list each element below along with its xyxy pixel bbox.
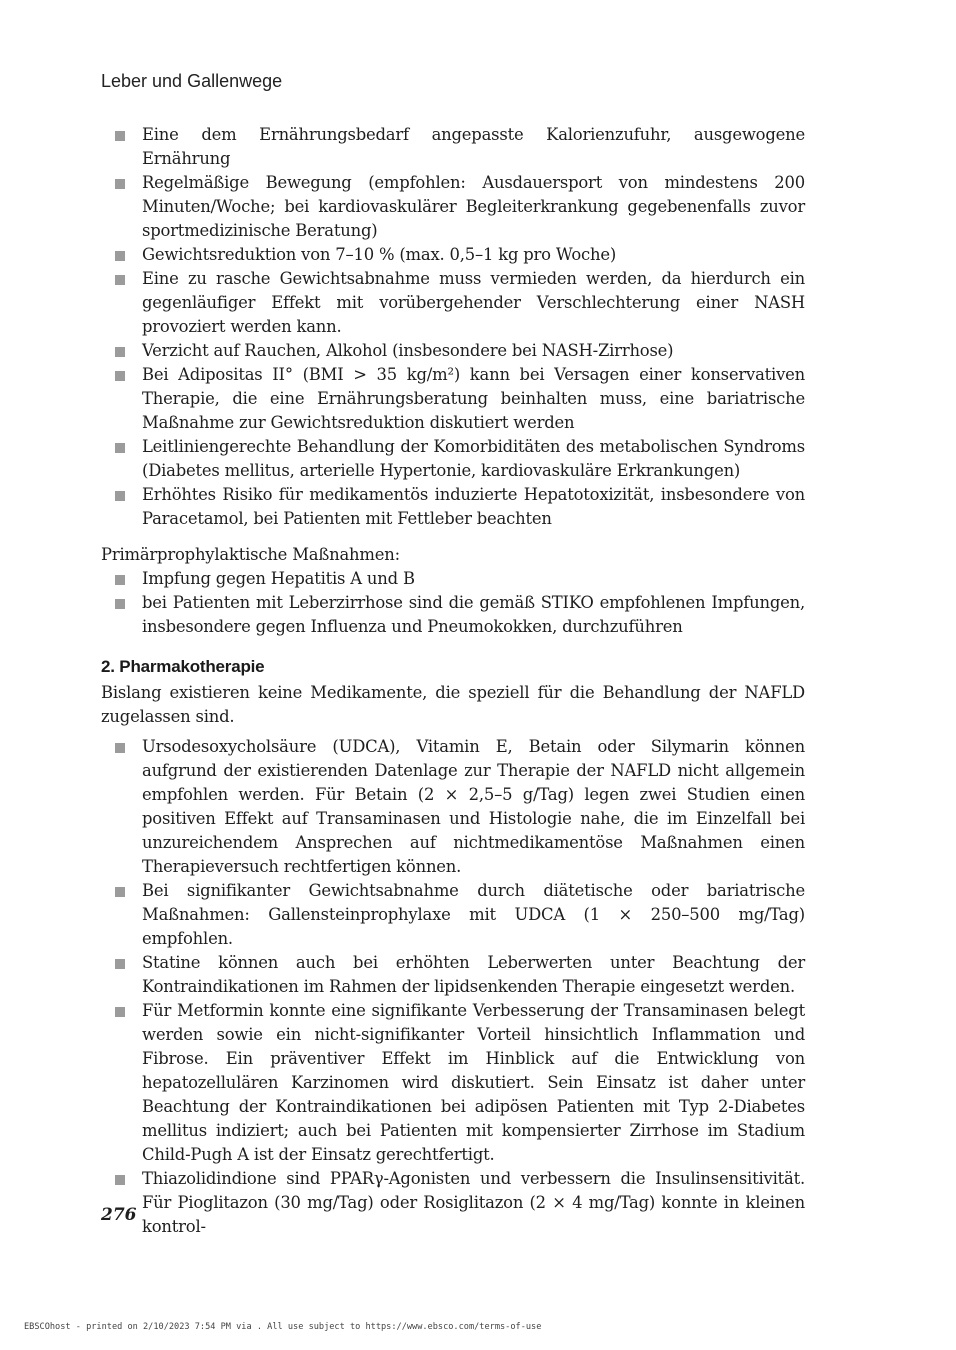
prophylaxis-list	[101, 567, 805, 639]
list-item: bei Patienten mit Leberzirrhose sind die gemäß STIKO empfohlenen Impfungen, insbesondere gegen Influenza und Pneumokokken, durchzuführen	[142, 591, 805, 639]
list-item: Thiazolidindione sind PPARγ-Agonisten und verbessern die Insulinsensitivität. Für Pioglitazon (30 mg/Tag) oder Rosiglitazon (2 × 4 mg/Tag) konnte in kleinen kontrol-	[142, 1167, 805, 1239]
square-bullet-icon	[115, 1175, 125, 1185]
square-bullet-icon	[115, 347, 125, 357]
square-bullet-icon	[115, 1007, 125, 1017]
section-intro: Bislang existieren keine Medikamente, die speziell für die Behandlung der NAFLD zugelassen sind.	[101, 683, 805, 726]
section-heading: 2. Pharmakotherapie	[101, 657, 265, 676]
list-item: Bei Adipositas II° (BMI > 35 kg/m²) kann bei Versagen einer konservativen Therapie, die eine Ernährungsberatung beinhalten muss, eine bariatrische Maßnahme zur Gewichtsreduktion diskutiert werden	[142, 363, 805, 435]
square-bullet-icon	[115, 371, 125, 381]
list-item: Erhöhtes Risiko für medikamentös induzierte Hepatotoxizität, insbesondere von Paracetamol, bei Patienten mit Fettleber beachten	[142, 483, 805, 531]
list-item: Regelmäßige Bewegung (empfohlen: Ausdauersport von mindestens 200 Minuten/Woche; bei kardiovaskulärer Begleiterkrankung gegebenenfalls zuvor sportmedizinische Beratung)	[142, 171, 805, 243]
list-item: Eine zu rasche Gewichtsabnahme muss vermieden werden, da hierdurch ein gegenläufiger Effekt mit vorübergehender Verschlechterung einer NASH provoziert werden kann.	[142, 267, 805, 339]
list-item: Ursodesoxycholsäure (UDCA), Vitamin E, Betain oder Silymarin können aufgrund der existierenden Datenlage zur Therapie der NAFLD nicht allgemein empfohlen werden. Für Betain (2 × 2,5–5 g/Tag) legen zwei Studien einen positiven Effekt auf Transaminasen und Histologie nahe, die im Einzelfall bei unzureichendem Ansprechen auf nichtmedikamentöse Maßnahmen einen Therapieversuch rechtfertigen können.	[142, 735, 805, 879]
list-item: Leitliniengerechte Behandlung der Komorbiditäten des metabolischen Syndroms (Diabetes mellitus, arterielle Hypertonie, kardiovaskuläre Erkrankungen)	[142, 435, 805, 483]
page-body	[101, 123, 805, 1239]
list-item: Eine dem Ernährungsbedarf angepasste Kalorienzufuhr, ausgewogene Ernährung	[142, 123, 805, 171]
lifestyle-measures-list	[101, 123, 805, 531]
square-bullet-icon	[115, 443, 125, 453]
list-item: Gewichtsreduktion von 7–10 % (max. 0,5–1 kg pro Woche)	[142, 243, 805, 267]
prophylaxis-intro: Primärprophylaktische Maßnahmen:	[101, 545, 400, 564]
square-bullet-icon	[115, 491, 125, 501]
list-item: Statine können auch bei erhöhten Leberwerten unter Beachtung der Kontraindikationen im Rahmen der lipidsenkenden Therapie eingesetzt werden.	[142, 951, 805, 999]
square-bullet-icon	[115, 179, 125, 189]
list-item: Impfung gegen Hepatitis A und B	[142, 567, 805, 591]
list-item: Für Metformin konnte eine signifikante Verbesserung der Transaminasen belegt werden sowie ein nicht-signifikanter Vorteil hinsichtlich Inflammation und Fibrose. Ein präventiver Effekt im Hinblick auf die Entwicklung von hepatozellulären Karzinomen wird diskutiert. Sein Einsatz ist daher unter Beachtung der Kontraindikationen bei adipösen Patienten mit Typ 2-Diabetes mellitus indiziert; auch bei Patienten mit kompensierter Zirrhose im Stadium Child-Pugh A ist der Einsatz gerechtfertigt.	[142, 999, 805, 1167]
list-item: Verzicht auf Rauchen, Alkohol (insbesondere bei NASH-Zirrhose)	[142, 339, 805, 363]
square-bullet-icon	[115, 275, 125, 285]
square-bullet-icon	[115, 131, 125, 141]
square-bullet-icon	[115, 575, 125, 585]
square-bullet-icon	[115, 599, 125, 609]
list-item: Bei signifikanter Gewichtsabnahme durch diätetische oder bariatrische Maßnahmen: Gallensteinprophylaxe mit UDCA (1 × 250–500 mg/Tag) empfohlen.	[142, 879, 805, 951]
page-number: 276	[101, 1205, 137, 1225]
square-bullet-icon	[115, 887, 125, 897]
running-header: Leber und Gallenwege	[101, 71, 283, 91]
square-bullet-icon	[115, 743, 125, 753]
square-bullet-icon	[115, 251, 125, 261]
square-bullet-icon	[115, 959, 125, 969]
pharmacotherapy-list	[101, 735, 805, 1239]
print-footer-notice: EBSCOhost - printed on 2/10/2023 7:54 PM via . All use subject to https://www.ebsco.com/terms-of-use	[24, 1322, 542, 1332]
